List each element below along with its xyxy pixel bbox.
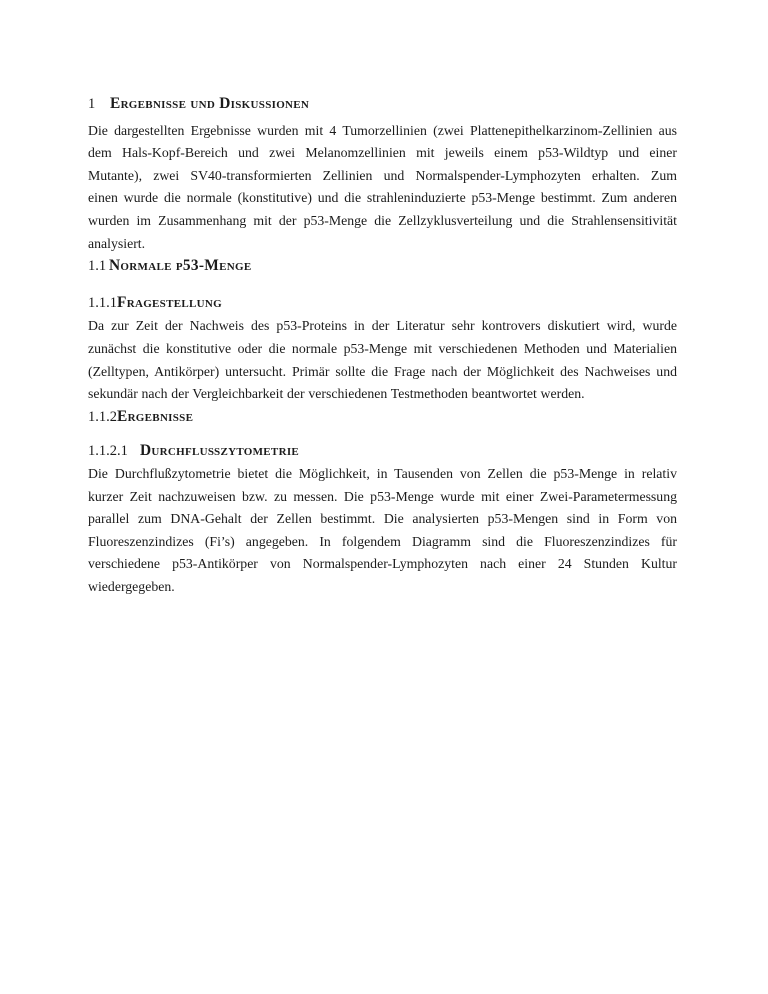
text-line: parallel zum DNA-Gehalt der Zellen bestimmt. Die analysierten p53-Mengen sind in Form von	[88, 511, 677, 527]
text-line: wiedergegeben.	[88, 578, 175, 594]
page-content	[88, 93, 677, 598]
paragraph-intro	[88, 120, 677, 256]
paragraph-fragestellung	[88, 315, 677, 405]
text-line: einen wurde die normale (konstitutive) und die strahleninduzierte p53-Menge bestimmt. Zum anderen	[88, 190, 677, 206]
text-line: Die Durchflußzytometrie bietet die Möglichkeit, in Tausenden von Zellen die p53-Menge in relativ	[88, 465, 677, 481]
text-line: (Zelltypen, Antikörper) untersucht. Primär sollte die Frage nach der Möglichkeit des Nachweises und	[88, 363, 677, 379]
heading-title: Durchflußzytometrie	[140, 442, 300, 460]
heading-title: Ergebnisse	[117, 407, 194, 425]
section-heading-1-1	[88, 255, 677, 278]
text-line: wurden im Zusammenhang mit der p53-Menge die Zellzyklusverteilung und die Strahlensensitivität	[88, 212, 677, 228]
heading-number: 1.1	[88, 258, 107, 275]
heading-title: Normale p53-Menge	[109, 257, 252, 275]
text-line: kurzer Zeit nachzuweisen bzw. zu messen. Die p53-Menge wurde mit einer Zwei-Parametermessung	[88, 488, 677, 504]
paragraph-durchflusszytometrie	[88, 463, 677, 599]
text-line: sekundär nach der Vergleichbarkeit der verschiedenen Testmethoden beantwortet werden.	[88, 386, 585, 402]
text-line: Fluoreszenzindizes (Fi’s) angegeben. In folgendem Diagramm sind die Fluoreszenzindizes für	[88, 533, 677, 549]
heading-title: Fragestellung	[117, 293, 222, 311]
heading-number: 1	[88, 96, 96, 112]
text-line: Die dargestellten Ergebnisse wurden mit 4 Tumorzellinien (zwei Plattenepithelkarzinom-Zellinien aus	[88, 122, 677, 138]
text-line: dem Hals-Kopf-Bereich und zwei Melanomzellinien mit jeweils einem p53-Wildtyp und einer	[88, 145, 677, 161]
text-line: zunächst die konstitutive oder die normale p53-Menge mit verschiedenen Methoden und Materialien	[88, 340, 677, 356]
heading-number: 1.1.2.1	[88, 443, 128, 460]
heading-title: Ergebnisse und Diskussionen	[110, 95, 310, 112]
section-heading-1	[88, 93, 677, 116]
text-line: analysiert.	[88, 235, 146, 251]
heading-number: 1.1.1	[88, 294, 117, 311]
section-heading-1-1-2-1	[88, 440, 677, 463]
text-line: verschiedene p53-Antikörper von Normalspender-Lymphozyten nach einer 24 Stunden Kultur	[88, 556, 677, 572]
section-heading-1-1-2	[88, 406, 677, 429]
text-line: Mutante), zwei SV40-transformierten Zellinien und Normalspender-Lymphozyten erhalten. Zum	[88, 167, 677, 183]
text-line: Da zur Zeit der Nachweis des p53-Proteins in der Literatur sehr kontrovers diskutiert wird, wurde	[88, 318, 677, 334]
heading-number: 1.1.2	[88, 408, 117, 425]
section-heading-1-1-1	[88, 292, 677, 315]
